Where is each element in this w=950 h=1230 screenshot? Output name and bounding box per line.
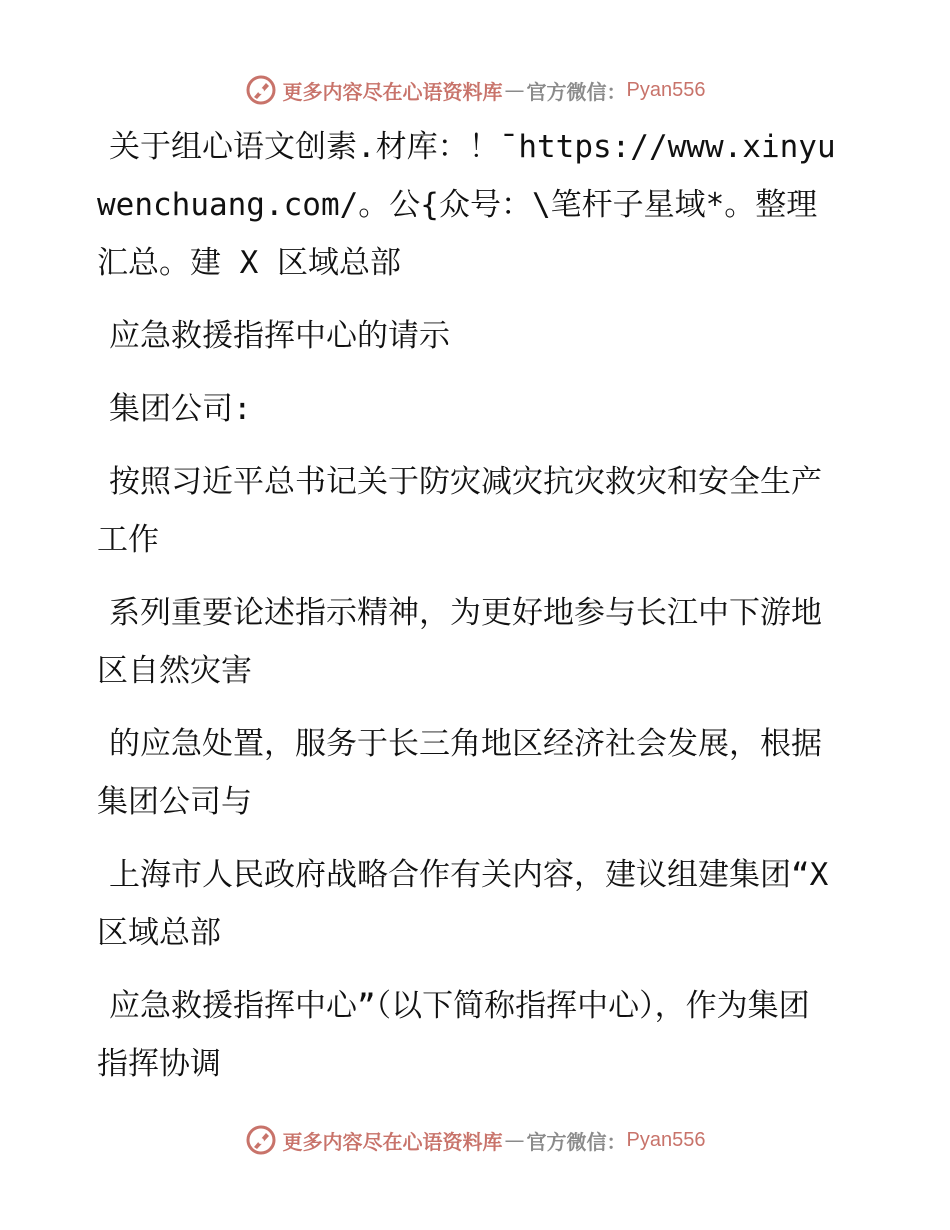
pen-seal-icon xyxy=(245,1124,277,1156)
document-title: 应急救援指挥中心的请示 xyxy=(109,318,450,354)
watermark-slogan: 更多内容尽在心语资料库 xyxy=(282,1129,503,1154)
document-paragraph: 应急救援指挥中心”（以下简称指挥中心），作为集团指挥协调 xyxy=(97,988,810,1082)
watermark-slogan: 更多内容尽在心语资料库 xyxy=(282,79,503,104)
header-watermark xyxy=(0,70,950,110)
watermark-wechat-label: 官方微信： xyxy=(526,1129,627,1154)
document-paragraph: 按照习近平总书记关于防灾减灾抗灾救灾和安全生产工作 xyxy=(97,464,822,558)
document-paragraph: 的应急处置，服务于长三角地区经济社会发展，根据集团公司与 xyxy=(97,726,822,820)
watermark-wechat-label: 官方微信： xyxy=(526,79,627,104)
watermark-wechat-id: Pyan556 xyxy=(626,78,706,101)
pen-seal-icon xyxy=(245,74,277,106)
watermark-dash: — xyxy=(504,1128,525,1152)
watermark-wechat-id: Pyan556 xyxy=(626,1128,706,1151)
document-paragraph: 上海市人民政府战略合作有关内容，建议组建集团“X 区域总部 xyxy=(97,857,829,951)
watermark-dash: — xyxy=(504,78,525,102)
document-paragraph: 系列重要论述指示精神，为更好地参与长江中下游地区自然灾害 xyxy=(97,595,822,689)
document-paragraph-intro: 关于组心语文创素.材库：！¯https://www.xinyuwenchuang.com/。公{众号：\笔杆子星域*。整理汇总。建 X 区域总部 xyxy=(97,129,836,281)
document-body xyxy=(97,118,837,1093)
footer-watermark xyxy=(0,1120,950,1160)
document-salutation: 集团公司: xyxy=(109,391,252,427)
